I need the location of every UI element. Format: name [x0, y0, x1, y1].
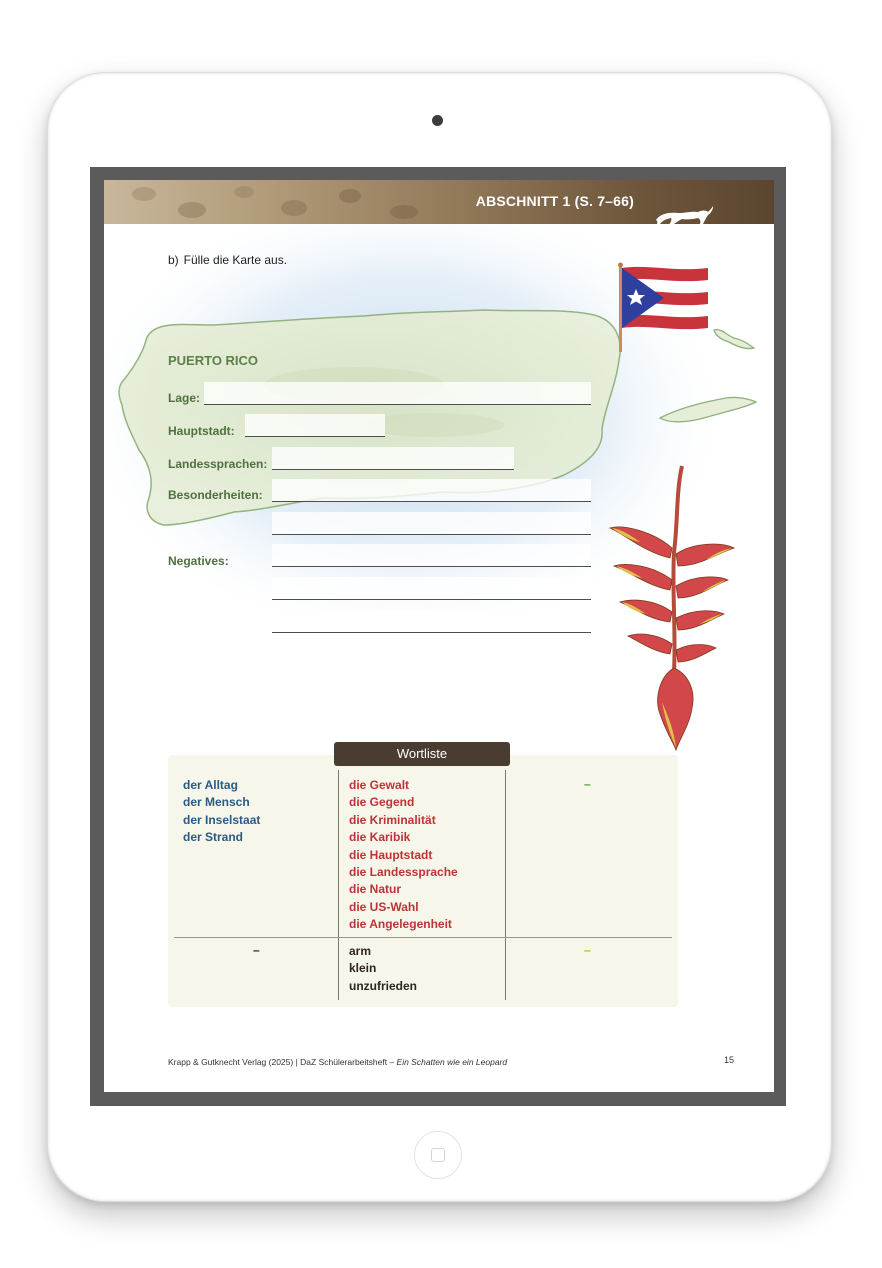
- heliconia-flower-illustration: [604, 462, 744, 752]
- wortliste-adjective-column: [349, 943, 417, 995]
- page-footer: [168, 1057, 507, 1067]
- front-camera: [432, 115, 443, 126]
- form-title: PUERTO RICO: [168, 353, 259, 368]
- list-item: die Gegend: [349, 795, 415, 810]
- wortliste-neuter-dash: –: [584, 777, 591, 791]
- field-besonderheiten-1[interactable]: [272, 479, 591, 502]
- footer-book-title: Ein Schatten wie ein Leopard: [396, 1057, 508, 1067]
- wortliste-adverbs-dash: –: [584, 943, 591, 957]
- list-item: die Kriminalität: [349, 812, 436, 827]
- exercise-text: Fülle die Karte aus.: [183, 253, 288, 267]
- home-button[interactable]: [414, 1131, 462, 1179]
- list-item: klein: [349, 961, 377, 976]
- wortliste-divider-2: [505, 770, 506, 1000]
- list-item: die Karibik: [349, 830, 411, 845]
- wortliste-verbs-dash: –: [253, 943, 260, 957]
- label-hauptstadt: Hauptstadt:: [168, 424, 235, 438]
- culebra-island-shape: [714, 330, 754, 349]
- field-hauptstadt[interactable]: [245, 414, 385, 437]
- home-button-icon: [431, 1148, 445, 1162]
- label-besonderheiten: Besonderheiten:: [168, 488, 263, 502]
- field-negatives-2[interactable]: [272, 577, 591, 600]
- list-item: der Inselstaat: [183, 812, 261, 827]
- exercise-instruction: [168, 253, 287, 267]
- leopard-silhouette-icon: [652, 202, 714, 226]
- wortliste-divider-1: [338, 770, 339, 1000]
- list-item: die Natur: [349, 882, 402, 897]
- list-item: die Landessprache: [349, 865, 458, 880]
- list-item: der Strand: [183, 830, 244, 845]
- field-lage[interactable]: [204, 382, 591, 405]
- list-item: die US-Wahl: [349, 899, 419, 914]
- puerto-rico-flag-icon: [616, 262, 716, 352]
- wortliste-title: Wortliste: [334, 742, 510, 766]
- field-besonderheiten-2[interactable]: [272, 512, 591, 535]
- page-number: 15: [724, 1055, 735, 1065]
- list-item: arm: [349, 944, 372, 958]
- worksheet-page: [104, 180, 774, 1092]
- label-lage: Lage:: [168, 391, 201, 405]
- list-item: die Gewalt: [349, 778, 410, 792]
- list-item: die Hauptstadt: [349, 847, 433, 862]
- list-item: der Mensch: [183, 795, 250, 810]
- wortliste-row-divider: [174, 937, 672, 938]
- section-banner: [104, 180, 774, 224]
- field-negatives-3[interactable]: [272, 610, 591, 633]
- list-item: die Angelegenheit: [349, 917, 452, 932]
- wortliste-masculine-column: [183, 777, 260, 847]
- label-negatives: Negatives:: [168, 554, 229, 568]
- exercise-letter: b): [168, 253, 179, 267]
- list-item: unzufrieden: [349, 978, 417, 993]
- section-title: ABSCHNITT 1 (S. 7–66): [475, 193, 634, 209]
- field-landessprachen[interactable]: [272, 447, 514, 470]
- wortliste-feminine-column: [349, 777, 458, 934]
- label-landessprachen: Landessprachen:: [168, 457, 268, 471]
- field-negatives-1[interactable]: [272, 544, 591, 567]
- list-item: der Alltag: [183, 778, 238, 792]
- footer-publisher: Krapp & Gutknecht Verlag (2025) | DaZ Schülerarbeitsheft –: [168, 1057, 397, 1067]
